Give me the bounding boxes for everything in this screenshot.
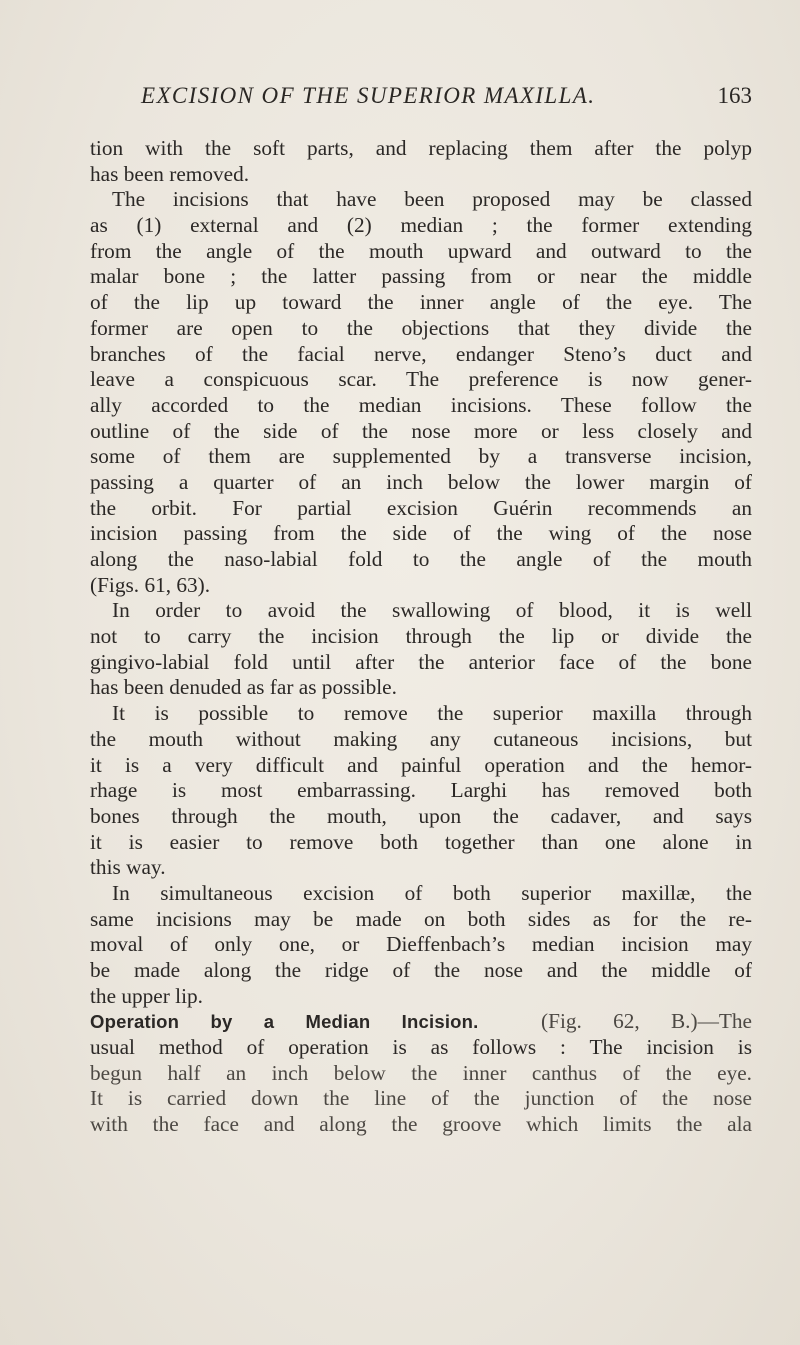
page-number: 163	[717, 83, 752, 108]
text-line: former are open to the objections that they divide the	[90, 315, 752, 340]
figure-reference: (Fig. 62, B.)—The	[541, 1009, 752, 1034]
text-line: has been denuded as far as possible.	[90, 675, 397, 700]
text-line: as (1) external and (2) median ; the former extending	[90, 213, 752, 238]
text-line: some of them are supplemented by a transverse incision,	[90, 444, 752, 469]
text-line: branches of the facial nerve, endanger Steno’s duct and	[90, 341, 752, 366]
section-heading: Operation by a Median Incision.	[90, 1011, 479, 1033]
text-line: outline of the side of the nose more or less closely and	[90, 418, 752, 443]
text-line: leave a conspicuous scar. The preference is now gener-	[90, 367, 752, 392]
text-line: the mouth without making any cutaneous incisions, but	[90, 726, 752, 751]
text-line: from the angle of the mouth upward and outward to the	[90, 238, 752, 263]
text-line: moval of only one, or Dieffenbach’s median incision may	[90, 932, 752, 957]
text-line: incision passing from the side of the wing of the nose	[90, 521, 752, 546]
text-line: tion with the soft parts, and replacing them after the polyp	[90, 136, 752, 160]
text-line: The incisions that have been proposed may be classed	[112, 187, 752, 212]
text-line: gingivo-labial fold until after the anterior face of the bone	[90, 649, 752, 674]
text-line: be made along the ridge of the nose and the middle of	[90, 958, 752, 982]
text-line: the upper lip.	[90, 983, 203, 1008]
text-line: passing a quarter of an inch below the lower margin of	[90, 469, 752, 494]
text-line: (Figs. 61, 63).	[90, 572, 211, 597]
text-line: It is possible to remove the superior maxilla through	[112, 701, 752, 726]
text-line: ally accorded to the median incisions. These follow the	[90, 392, 752, 417]
text-line: In simultaneous excision of both superior maxillæ, the	[112, 880, 752, 905]
text-line: begun half an inch below the inner canthus of the eye.	[90, 1060, 752, 1085]
text-line: has been removed.	[90, 161, 250, 186]
text-line: the orbit. For partial excision Guérin recommends an	[90, 495, 752, 520]
running-title: EXCISION OF THE SUPERIOR MAXILLA.	[141, 83, 596, 108]
text-line: along the naso-labial fold to the angle of the mouth	[90, 547, 752, 571]
text-line: with the face and along the groove which limits the ala	[90, 1112, 752, 1137]
text-line: In order to avoid the swallowing of blood, it is well	[112, 598, 752, 623]
running-head	[90, 83, 752, 113]
text-line: rhage is most embarrassing. Larghi has removed both	[90, 778, 752, 803]
text-line: It is carried down the line of the junction of the nose	[90, 1086, 752, 1111]
text-line: it is easier to remove both together than one alone in	[90, 829, 752, 854]
text-line: this way.	[90, 855, 166, 880]
text-line: of the lip up toward the inner angle of the eye. The	[90, 290, 752, 315]
section-heading-line	[90, 1009, 752, 1035]
text-line: not to carry the incision through the lip or divide the	[90, 624, 752, 649]
text-line: same incisions may be made on both sides as for the re-	[90, 906, 752, 931]
text-line: bones through the mouth, upon the cadaver, and says	[90, 803, 752, 828]
text-line: it is a very difficult and painful operation and the hemor-	[90, 752, 752, 777]
body-text	[90, 136, 752, 1138]
text-line: usual method of operation is as follows : The incision is	[90, 1035, 752, 1060]
text-line: malar bone ; the latter passing from or near the middle	[90, 264, 752, 289]
